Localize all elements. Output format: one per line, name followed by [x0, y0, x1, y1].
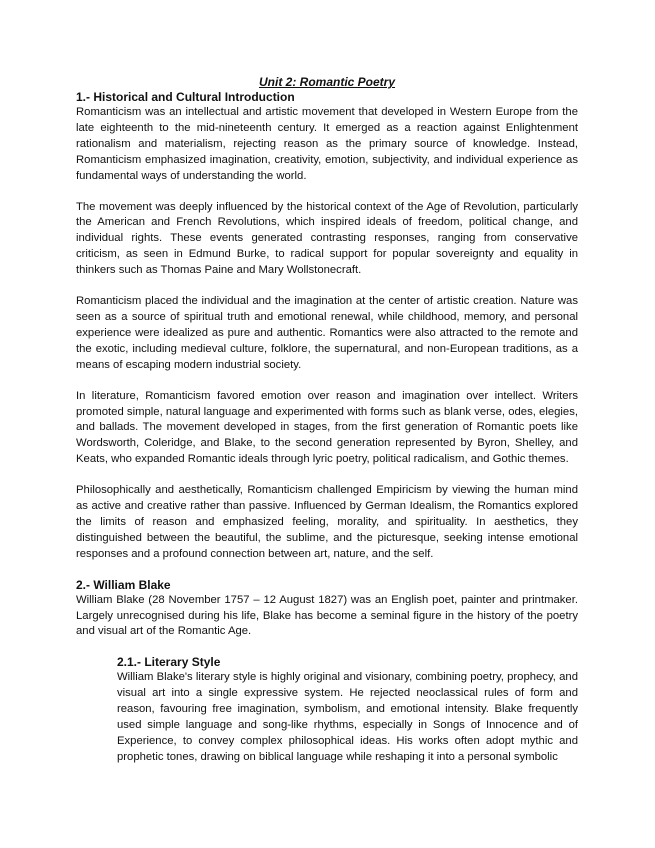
paragraph-revolution: The movement was deeply influenced by the historical context of the Age of Revolution, particularly the American and French Revolutions, which inspired ideals of freedom, political change, and individual rights. These events generated contrasting responses, ranging from conservative criticism, as seen in Edmund Burke, to radical support for popular sovereignty and equality in thinkers such as Thomas Paine and Mary Wollstonecraft.	[76, 200, 578, 277]
paragraph-philosophy: Philosophically and aesthetically, Romanticism challenged Empiricism by viewing the human mind as active and creative rather than passive. Influenced by German Idealism, the Romantics explored the limits of reason and emphasized feeling, morality, and spirituality. In aesthetics, they distinguished between the beautiful, the sublime, and the picturesque, seeking intense emotional responses and a profound connection between art, nature, and the self.	[76, 484, 578, 560]
section-heading-blake: 2.- William Blake	[76, 577, 171, 592]
subsection-heading-literary-style: 2.1.- Literary Style	[117, 655, 221, 670]
paragraph-intro: Romanticism was an intellectual and artistic movement that developed in Western Europe from the late eighteenth to the mid-nineteenth century. It emerged as a reaction against Enlightenment rationalism and materialism, rejecting reason as the primary source of knowledge. Instead, Romanticism emphasized imagination, creativity, emotion, subjectivity, and individual experience as fundamental ways of understanding the world.	[76, 106, 578, 182]
paragraph-individual: Romanticism placed the individual and the imagination at the center of artistic creation. Nature was seen as a source of spiritual truth and emotional renewal, while childhood, memory, and personal experience were idealized as pure and authentic. Romantics were also attracted to the remote and the exotic, including medieval culture, folklore, the supernatural, and non-European traditions, as a means of escaping modern industrial society.	[76, 295, 578, 371]
paragraph-literature: In literature, Romanticism favored emotion over reason and imagination over intellect. Writers promoted simple, natural language and experimented with forms such as blank verse, odes, elegies, and ballads. The movement developed in stages, from the first generation of Romantic poets like Wordsworth, Coleridge, and Blake, to the second generation represented by Byron, Shelley, and Keats, who expanded Romantic ideals through lyric poetry, political radicalism, and Gothic themes.	[76, 389, 578, 466]
paragraph-blake-bio: William Blake (28 November 1757 – 12 August 1827) was an English poet, painter and printmaker. Largely unrecognised during his life, Blake has become a seminal figure in the history of the poetry and visual art of the Romantic Age.	[76, 593, 578, 638]
section-heading-historical: 1.- Historical and Cultural Introduction	[76, 90, 295, 104]
paragraph-literary-style: William Blake's literary style is highly original and visionary, combining poetry, prophecy, and visual art into a single expressive system. He rejected neoclassical rules of form and reason, favouring free imagination, symbolism, and emotional intensity. Blake frequently used simple language and song-like rhythms, especially in Songs of Innocence and of Experience, to convey complex philosophical ideas. His works often adopt mythic and prophetic tones, drawing on biblical language while reshaping it into a personal symbolic	[117, 671, 578, 763]
subsection-literary-style	[117, 655, 578, 765]
document-page	[76, 74, 578, 766]
document-title: Unit 2: Romantic Poetry	[258, 75, 396, 89]
